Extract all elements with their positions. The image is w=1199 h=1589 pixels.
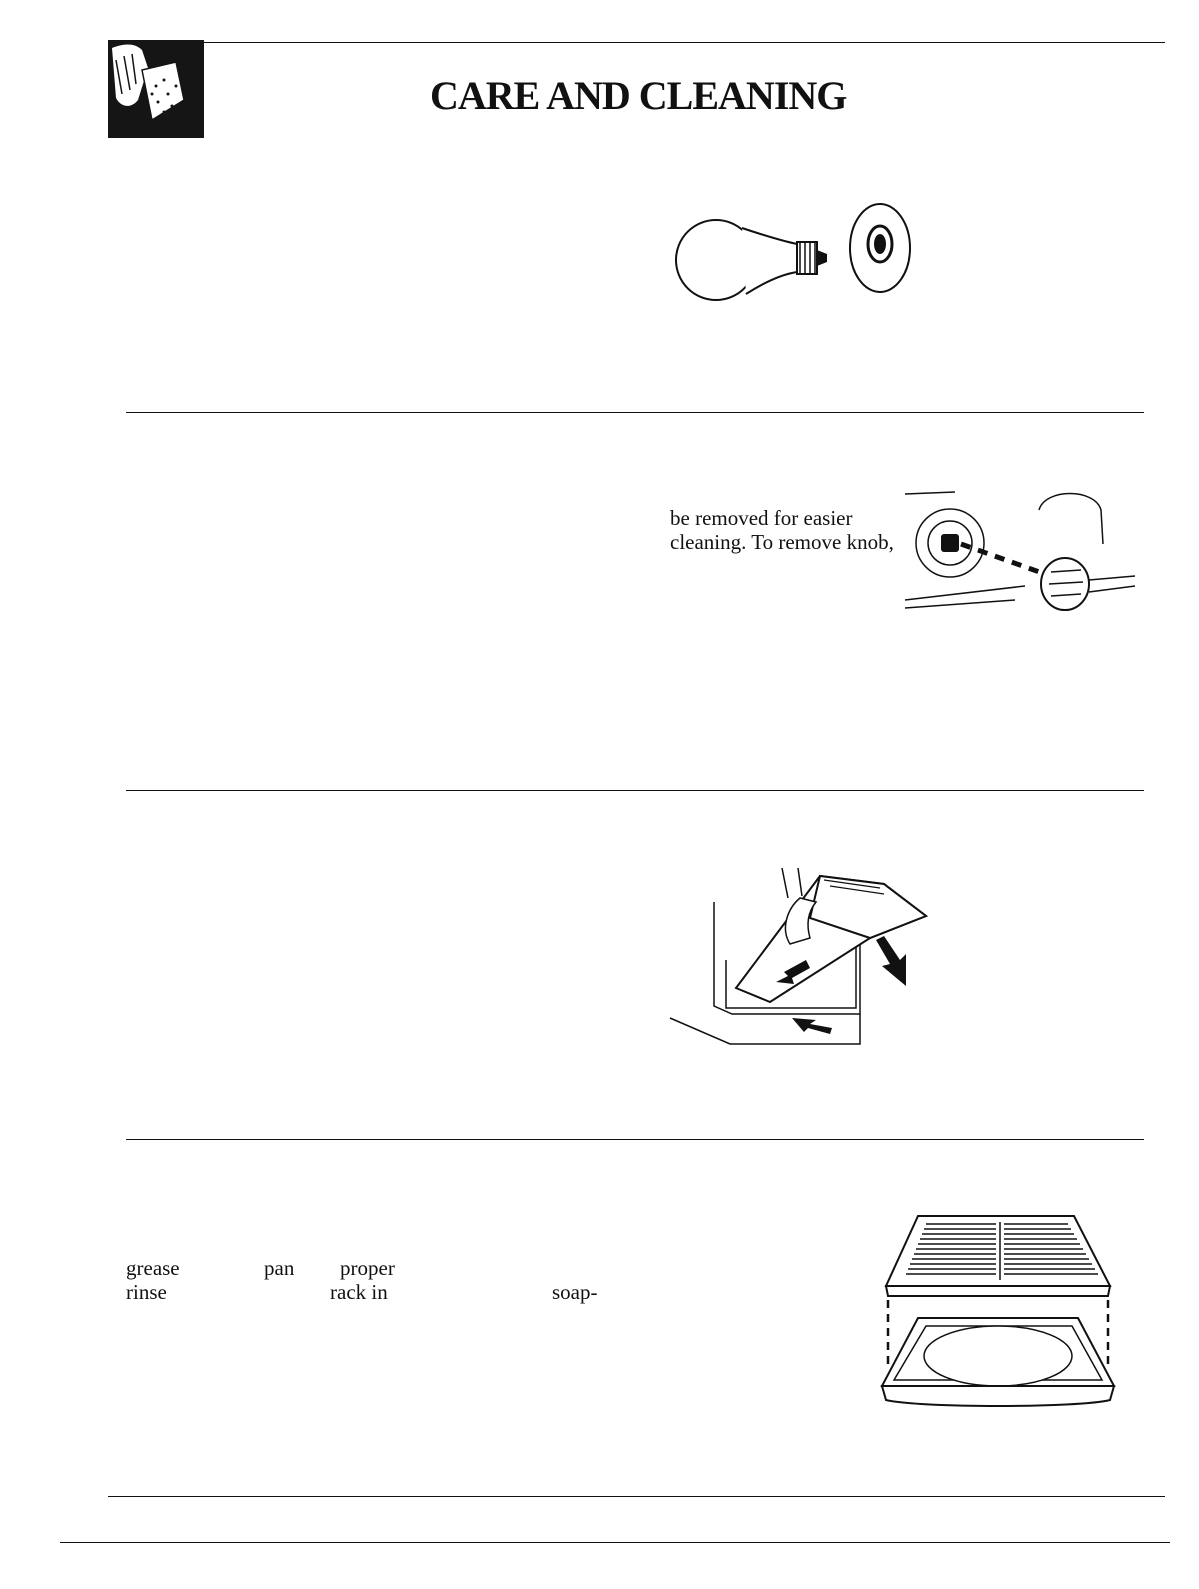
top-rule (108, 42, 1165, 43)
broiler-word: pan (264, 1256, 295, 1280)
broiler-word: grease (126, 1256, 180, 1280)
broiler-word: soap- (552, 1280, 598, 1304)
broiler-word: rack in (330, 1280, 388, 1304)
page-title: CARE AND CLEANING (430, 73, 847, 118)
sponge-hand-icon (108, 40, 204, 138)
control-knob-illustration (905, 488, 1135, 618)
knob-text-line-1: be removed for easier (670, 506, 853, 530)
page-edge-rule (60, 1542, 1170, 1543)
broiler-word: proper (340, 1256, 395, 1280)
section-divider (126, 412, 1144, 413)
footer-rule (108, 1496, 1165, 1497)
section-divider (126, 790, 1144, 791)
section-divider (126, 1139, 1144, 1140)
broiler-drawer-illustration (670, 868, 940, 1048)
knob-text-line-2: cleaning. To remove knob, (670, 530, 894, 554)
broiler-word: rinse (126, 1280, 167, 1304)
broiler-pan-illustration (878, 1210, 1128, 1420)
light-bulb-illustration (672, 198, 932, 308)
